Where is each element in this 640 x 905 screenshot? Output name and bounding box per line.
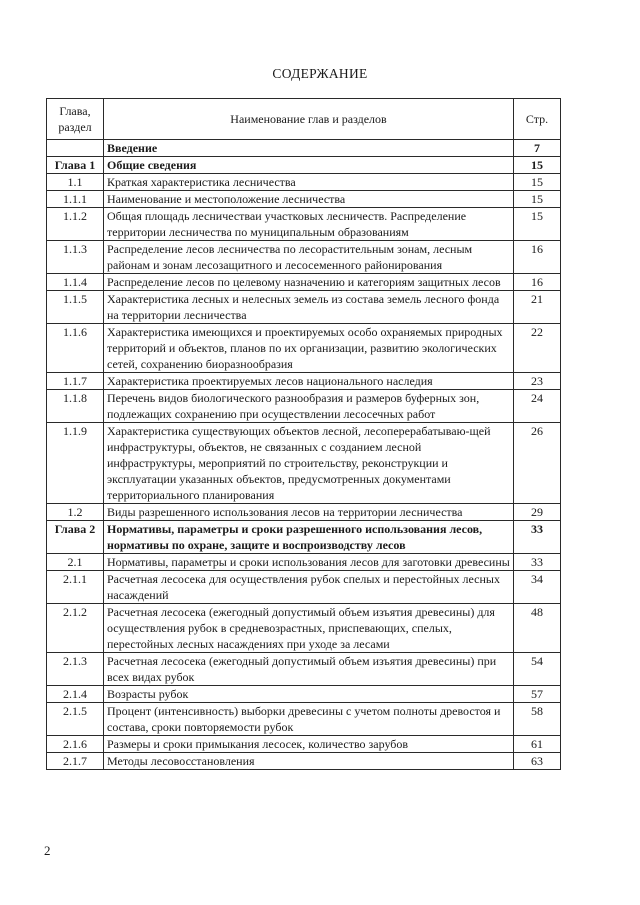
header-chapter: Глава, раздел <box>47 99 104 140</box>
row-page: 34 <box>514 571 561 604</box>
row-number: 2.1.6 <box>47 736 104 753</box>
table-row <box>47 174 561 191</box>
table-row <box>47 324 561 373</box>
row-number: 1.1.7 <box>47 373 104 390</box>
row-title: Наименование и местоположение лесничества <box>104 191 514 208</box>
table-header-row <box>47 99 561 140</box>
table-row <box>47 521 561 554</box>
row-page: 58 <box>514 703 561 736</box>
row-page: 15 <box>514 174 561 191</box>
row-title: Возрасты рубок <box>104 686 514 703</box>
table-row <box>47 604 561 653</box>
row-page: 33 <box>514 521 561 554</box>
table-row <box>47 554 561 571</box>
row-page: 26 <box>514 423 561 504</box>
row-title: Методы лесовосстановления <box>104 753 514 770</box>
header-name: Наименование глав и разделов <box>104 99 514 140</box>
row-title: Распределение лесов лесничества по лесорастительным зонам, лесным районам и зонам лесозащитного и лесосеменного районирования <box>104 241 514 274</box>
row-number: 1.1.5 <box>47 291 104 324</box>
row-number <box>47 140 104 157</box>
row-number: Глава 2 <box>47 521 104 554</box>
table-row <box>47 571 561 604</box>
row-number: 1.1.1 <box>47 191 104 208</box>
row-page: 15 <box>514 191 561 208</box>
row-title: Характеристика имеющихся и проектируемых особо охраняемых природных территорий и объектов, планов по их организации, развитию экологических сетей, сохранению биоразнообразия <box>104 324 514 373</box>
row-number: 2.1.4 <box>47 686 104 703</box>
row-number: 1.1.9 <box>47 423 104 504</box>
row-page: 21 <box>514 291 561 324</box>
row-title: Размеры и сроки примыкания лесосек, количество зарубов <box>104 736 514 753</box>
page-number: 2 <box>44 843 51 858</box>
table-row <box>47 653 561 686</box>
table-row <box>47 191 561 208</box>
row-title: Краткая характеристика лесничества <box>104 174 514 191</box>
document-title: СОДЕРЖАНИЕ <box>272 66 368 81</box>
table-row <box>47 686 561 703</box>
row-page: 15 <box>514 208 561 241</box>
row-page: 22 <box>514 324 561 373</box>
row-title: Характеристика существующих объектов лесной, лесоперерабатываю-щей инфраструктуры, объектов, не связанных с созданием лесной инфраструктуры, мероприятий по строительству, реконструкции и эксплуатации указанных объектов, предусмотренных документами территориального планирования <box>104 423 514 504</box>
row-page: 61 <box>514 736 561 753</box>
row-page: 16 <box>514 241 561 274</box>
contents-body <box>47 140 561 770</box>
row-number: 2.1.3 <box>47 653 104 686</box>
row-page: 29 <box>514 504 561 521</box>
table-row <box>47 390 561 423</box>
row-title: Процент (интенсивность) выборки древесины с учетом полноты древостоя и состава, сроки повторяемости рубок <box>104 703 514 736</box>
row-page: 33 <box>514 554 561 571</box>
row-number: 2.1 <box>47 554 104 571</box>
row-number: 2.1.2 <box>47 604 104 653</box>
contents-table <box>46 98 561 770</box>
table-row <box>47 208 561 241</box>
table-row <box>47 373 561 390</box>
row-number: 2.1.7 <box>47 753 104 770</box>
row-number: 1.1 <box>47 174 104 191</box>
row-title: Общая площадь лесничестваи участковых лесничеств. Распределение территории лесничества по муниципальным образованиям <box>104 208 514 241</box>
row-title: Нормативы, параметры и сроки разрешенного использования лесов, нормативы по охране, защите и воспроизводству лесов <box>104 521 514 554</box>
row-number: 1.1.4 <box>47 274 104 291</box>
row-page: 24 <box>514 390 561 423</box>
table-row <box>47 753 561 770</box>
row-title: Расчетная лесосека (ежегодный допустимый объем изъятия древесины) при всех видах рубок <box>104 653 514 686</box>
table-row <box>47 291 561 324</box>
row-number: 2.1.1 <box>47 571 104 604</box>
row-title: Введение <box>104 140 514 157</box>
row-page: 54 <box>514 653 561 686</box>
row-title: Виды разрешенного использования лесов на территории лесничества <box>104 504 514 521</box>
row-page: 48 <box>514 604 561 653</box>
row-title: Перечень видов биологического разнообразия и размеров буферных зон, подлежащих сохранению при осуществлении лесосечных работ <box>104 390 514 423</box>
row-page: 63 <box>514 753 561 770</box>
header-page: Стр. <box>514 99 561 140</box>
row-number: 1.1.8 <box>47 390 104 423</box>
row-number: 1.1.3 <box>47 241 104 274</box>
table-row <box>47 157 561 174</box>
row-page: 15 <box>514 157 561 174</box>
row-title: Характеристика лесных и нелесных земель из состава земель лесного фонда на территории лесничества <box>104 291 514 324</box>
row-number: 1.1.6 <box>47 324 104 373</box>
row-title: Расчетная лесосека для осуществления рубок спелых и перестойных лесных насаждений <box>104 571 514 604</box>
table-row <box>47 703 561 736</box>
row-page: 23 <box>514 373 561 390</box>
table-row <box>47 736 561 753</box>
table-row <box>47 241 561 274</box>
row-page: 57 <box>514 686 561 703</box>
row-title: Расчетная лесосека (ежегодный допустимый объем изъятия древесины) для осуществления рубок в средневозрастных, приспевающих, спелых, перестойных лесных насаждениях при уходе за лесами <box>104 604 514 653</box>
table-row <box>47 274 561 291</box>
row-page: 7 <box>514 140 561 157</box>
row-number: 2.1.5 <box>47 703 104 736</box>
row-number: 1.1.2 <box>47 208 104 241</box>
table-row <box>47 504 561 521</box>
row-title: Общие сведения <box>104 157 514 174</box>
row-title: Распределение лесов по целевому назначению и категориям защитных лесов <box>104 274 514 291</box>
table-row <box>47 423 561 504</box>
table-row <box>47 140 561 157</box>
row-number: Глава 1 <box>47 157 104 174</box>
row-title: Нормативы, параметры и сроки использования лесов для заготовки древесины <box>104 554 514 571</box>
row-title: Характеристика проектируемых лесов национального наследия <box>104 373 514 390</box>
row-page: 16 <box>514 274 561 291</box>
row-number: 1.2 <box>47 504 104 521</box>
